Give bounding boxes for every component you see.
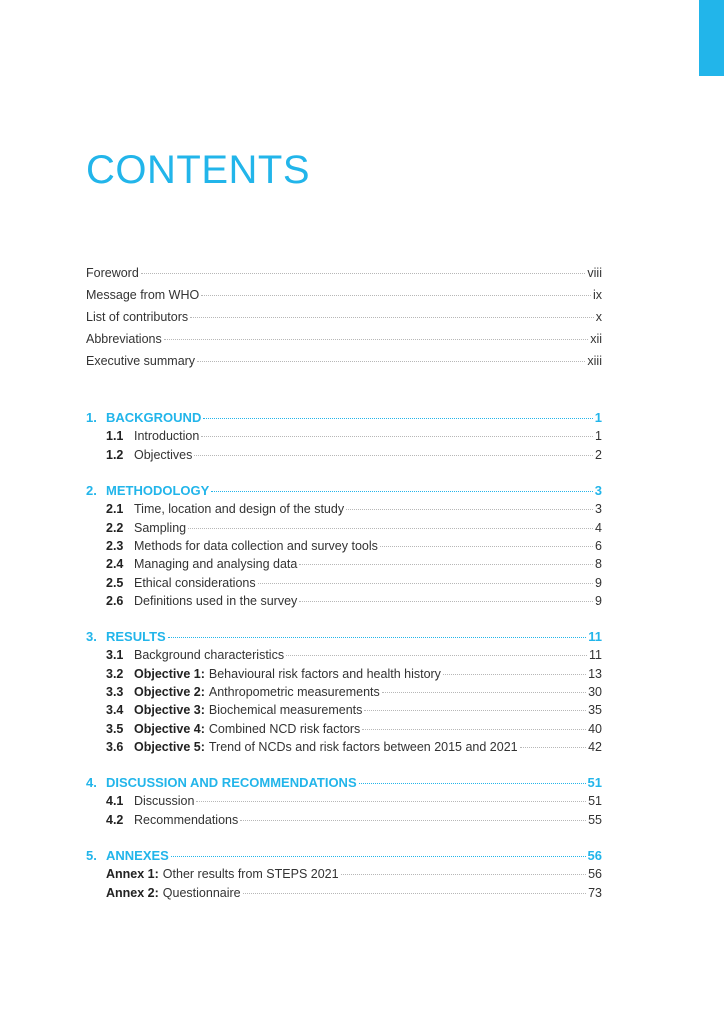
subsection-prefix: Annex 1: [106,867,159,882]
dot-leader [196,801,586,802]
toc-section-heading[interactable] [86,847,602,865]
toc-subsection-entry[interactable] [106,446,602,464]
section-title: DISCUSSION AND RECOMMENDATIONS [106,775,357,790]
subsection-label: Time, location and design of the study [134,502,345,517]
dot-leader [359,783,586,784]
subsection-prefix: Annex 2: [106,885,159,900]
subsection-page: 9 [595,593,602,608]
dot-leader [164,339,588,340]
subsection-label: Questionnaire [162,885,241,900]
subsection-number: 3.5 [106,721,124,736]
toc-subsection-entry[interactable] [106,792,602,810]
subsection-prefix: Objective 1: [134,666,205,681]
toc-entry-page: xiii [587,354,602,368]
section-title: RESULTS [106,629,166,644]
toc-subsection-entry[interactable] [106,574,602,592]
subsection-prefix: Objective 5: [134,739,205,754]
subsection-number: 2.5 [106,575,124,590]
subsection-number: 3.4 [106,703,124,718]
subsection-page: 51 [588,794,602,809]
section-number: 3. [86,629,97,644]
subsection-page: 56 [588,867,602,882]
toc-front-entry[interactable] [86,286,602,304]
toc-subsection-entry[interactable] [106,811,602,829]
subsection-page: 3 [595,502,602,517]
toc-front-entry[interactable] [86,264,602,282]
toc-subsection-entry[interactable] [106,427,602,445]
toc-front-entry[interactable] [86,330,602,348]
dot-leader [211,491,592,492]
subsection-number: 2.2 [106,520,124,535]
toc-subsection-entry[interactable] [106,519,602,537]
subsection-number: 3.3 [106,684,124,699]
subsection-label: Sampling [134,520,187,535]
subsection-number: 2.4 [106,557,124,572]
subsection-number: 3.2 [106,666,124,681]
subsection-label: Methods for data collection and survey tools [134,538,378,553]
subsection-label: Objectives [134,447,193,462]
subsection-page: 4 [595,520,602,535]
subsection-page: 35 [588,703,602,718]
subsection-number: 2.3 [106,538,124,553]
toc-front-entry[interactable] [86,308,602,326]
subsection-prefix: Objective 2: [134,684,205,699]
toc-subsection-entry[interactable] [106,884,602,902]
dot-leader [171,856,586,857]
subsection-label: Definitions used in the survey [134,593,298,608]
toc-entry-page: viii [587,266,602,280]
toc-entry-page: x [595,310,602,324]
toc-subsection-entry[interactable] [106,537,602,555]
section-number: 1. [86,410,97,425]
subsection-page: 55 [588,812,602,827]
dot-leader [380,546,593,547]
subsection-label: Anthropometric measurements [208,684,380,699]
toc-front-entry[interactable] [86,352,602,370]
subsection-label: Background characteristics [134,648,285,663]
dot-leader [362,729,586,730]
subsection-number: 1.2 [106,447,124,462]
dot-leader [346,509,593,510]
dot-leader [240,820,586,821]
toc-subsection-entry[interactable] [106,646,602,664]
toc-section-heading[interactable] [86,409,602,427]
subsection-page: 13 [588,666,602,681]
dot-leader [520,747,586,748]
subsection-label: Recommendations [134,812,239,827]
toc-subsection-entry[interactable] [106,683,602,701]
subsection-page: 1 [595,429,602,444]
section-title: BACKGROUND [106,410,202,425]
subsection-page: 11 [589,648,602,663]
toc-subsection-entry[interactable] [106,665,602,683]
subsection-number: 2.1 [106,502,124,517]
dot-leader [168,637,587,638]
subsection-page: 40 [588,721,602,736]
toc-subsection-entry[interactable] [106,720,602,738]
subsection-page: 9 [595,575,602,590]
subsection-label: Other results from STEPS 2021 [162,867,339,882]
section-page: 1 [594,410,602,425]
subsection-page: 6 [595,538,602,553]
dot-leader [243,893,586,894]
dot-leader [443,674,586,675]
subsection-label: Ethical considerations [134,575,256,590]
dot-leader [341,874,587,875]
dot-leader [188,528,593,529]
subsection-number: 3.1 [106,648,124,663]
chapter-tab-marker [699,0,724,76]
section-title: ANNEXES [106,848,169,863]
page-title: CONTENTS [86,148,310,192]
toc-entry-page: ix [592,288,602,302]
dot-leader [190,317,594,318]
dot-leader [382,692,586,693]
section-number: 2. [86,483,97,498]
subsection-page: 73 [588,885,602,900]
section-number: 4. [86,775,97,790]
toc-entry-label: Foreword [86,266,139,280]
dot-leader [141,273,586,274]
section-title: METHODOLOGY [106,483,210,498]
dot-leader [299,601,593,602]
dot-leader [203,418,592,419]
subsection-label: Combined NCD risk factors [208,721,361,736]
toc-entry-label: Abbreviations [86,332,162,346]
subsection-label: Discussion [134,794,195,809]
subsection-label: Biochemical measurements [208,703,363,718]
subsection-number: 4.1 [106,794,124,809]
toc-section-heading[interactable] [86,774,602,792]
dot-leader [286,655,587,656]
subsection-label: Introduction [134,429,200,444]
toc-section-heading[interactable] [86,482,602,500]
toc-subsection-entry[interactable] [106,592,602,610]
dot-leader [201,295,591,296]
subsection-number: 1.1 [106,429,124,444]
subsection-label: Managing and analysing data [134,557,298,572]
subsection-page: 30 [588,684,602,699]
dot-leader [201,436,593,437]
dot-leader [364,710,586,711]
dot-leader [194,455,593,456]
dot-leader [299,564,593,565]
subsection-number: 4.2 [106,812,124,827]
toc-entry-label: List of contributors [86,310,189,324]
section-page: 3 [594,483,602,498]
toc-subsection-entry[interactable] [106,738,602,756]
subsection-page: 2 [595,447,602,462]
subsection-page: 8 [595,557,602,572]
toc-subsection-entry[interactable] [106,555,602,573]
toc-entry-label: Message from WHO [86,288,200,302]
subsection-prefix: Objective 3: [134,703,205,718]
dot-leader [258,583,593,584]
toc-entry-label: Executive summary [86,354,196,368]
toc-subsection-entry[interactable] [106,701,602,719]
section-number: 5. [86,848,97,863]
subsection-number: 3.6 [106,739,124,754]
subsection-label: Behavioural risk factors and health history [208,666,441,681]
dot-leader [197,361,585,362]
toc-entry-page: xii [590,332,602,346]
toc-subsection-entry[interactable] [106,865,602,883]
section-page: 11 [588,629,602,644]
subsection-number: 2.6 [106,593,124,608]
subsection-prefix: Objective 4: [134,721,205,736]
toc-section-heading[interactable] [86,628,602,646]
section-page: 51 [587,775,602,790]
subsection-label: Trend of NCDs and risk factors between 2015 and 2021 [208,739,518,754]
toc-subsection-entry[interactable] [106,500,602,518]
subsection-page: 42 [588,739,602,754]
section-page: 56 [587,848,602,863]
